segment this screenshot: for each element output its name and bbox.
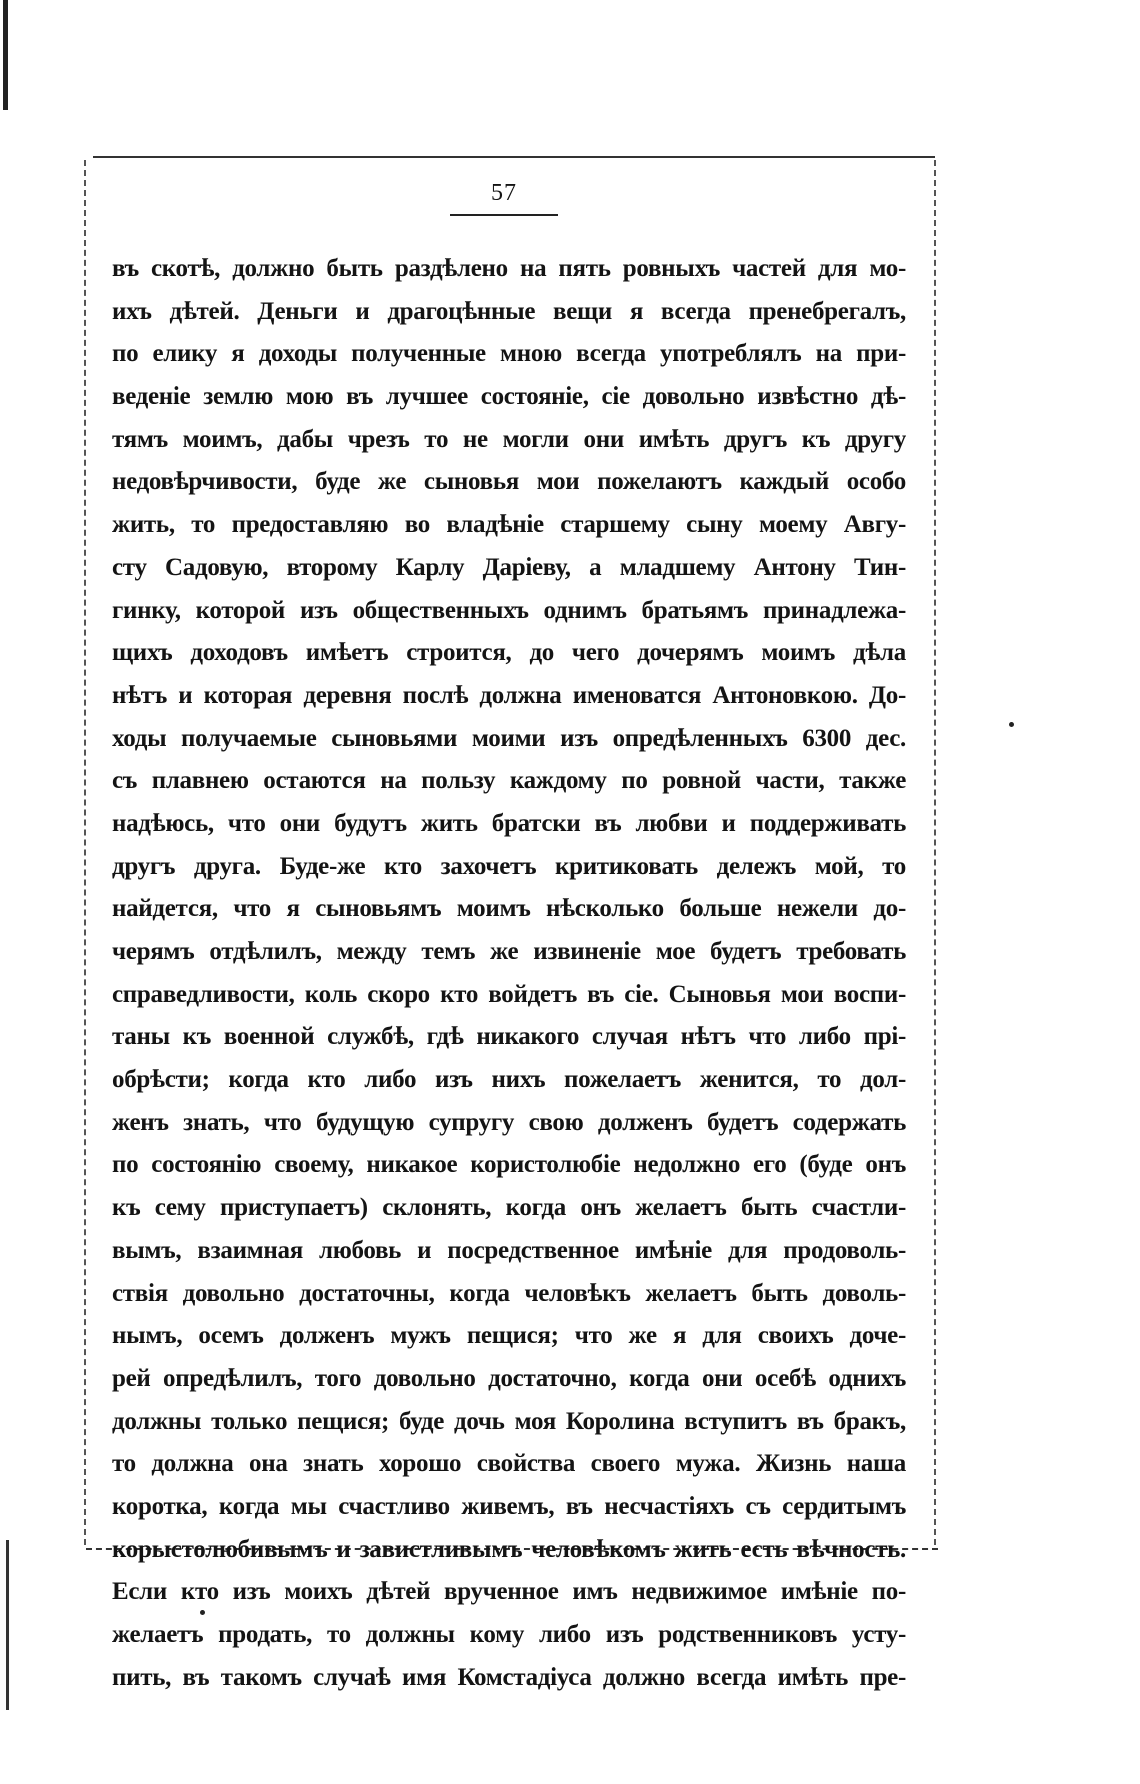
body-text	[112, 248, 906, 1699]
text-line: жить, то предоставляю во владѣніе старшему сыну моему Авгу-	[112, 511, 906, 539]
text-line: женъ знать, что будущую супругу свою долженъ будетъ содержать	[112, 1108, 906, 1136]
text-line: коротка, когда мы счастливо живемъ, въ несчастіяхъ съ сердитымъ	[112, 1492, 906, 1520]
text-line: черямъ отдѣлилъ, между темъ же извиненіе мое будетъ требовать	[112, 938, 906, 965]
text-line: корыстолюбивымъ и завистливымъ человѣкомъ жить есть вѣчность.	[112, 1535, 906, 1563]
ink-speck	[1009, 722, 1014, 727]
page-number: 57	[491, 180, 517, 206]
scan-edge	[3, 0, 8, 110]
page-frame-left	[84, 160, 86, 1545]
text-line: вымъ, взаимная любовь и посредственное имѣніе для продоволь-	[112, 1236, 906, 1264]
text-line: ствія довольно достаточны, когда человѣкъ желаетъ быть доволь-	[112, 1279, 906, 1307]
text-line: съ плавнею остаются на пользу каждому по ровной части, также	[112, 767, 906, 795]
text-line: желаетъ продать, то должны кому либо изъ родственниковъ усту-	[112, 1621, 906, 1648]
text-line: то должна она знать хорошо свойства своего мужа. Жизнь наша	[112, 1450, 906, 1478]
text-line: справедливости, коль скоро кто войдетъ въ сіе. Сыновья мои воспи-	[112, 980, 906, 1008]
text-line: тямъ моимъ, дабы чрезъ то не могли они имѣть другъ къ другу	[112, 425, 906, 453]
text-line: нѣтъ и которая деревня послѣ должна именоватся Антоновкою. До-	[112, 681, 906, 709]
page-frame-top	[93, 156, 935, 158]
text-line: сту Садовую, второму Карлу Даріеву, а младшему Антону Тин-	[112, 553, 906, 581]
text-line: Если кто изъ моихъ дѣтей врученное имъ недвижимое имѣніе по-	[112, 1578, 906, 1606]
scan-edge	[6, 1540, 9, 1710]
text-line: веденіе землю мою въ лучшее состояніе, сіе довольно извѣстно дѣ-	[112, 383, 906, 411]
text-line: пить, въ такомъ случаѣ имя Комстадіуса должно всегда имѣть пре-	[112, 1663, 906, 1691]
text-line: по елику я доходы полученные мною всегда употреблялъ на при-	[112, 340, 906, 368]
text-line: обрѣсти; когда кто либо изъ нихъ пожелаетъ женится, то дол-	[112, 1066, 906, 1094]
text-line: найдется, что я сыновьямъ моимъ нѣсколько больше нежели до-	[112, 895, 906, 923]
text-line: ихъ дѣтей. Деньги и драгоцѣнные вещи я всегда пренебрегалъ,	[112, 297, 906, 325]
text-line: къ сему приступаетъ) склонять, когда онъ желаетъ быть счастли-	[112, 1194, 906, 1222]
text-line: щихъ доходовъ имѣетъ строится, до чего дочерямъ моимъ дѣла	[112, 639, 906, 667]
text-line: гинку, которой изъ общественныхъ однимъ братьямъ принадлежа-	[112, 596, 906, 624]
text-line: таны къ военной службѣ, гдѣ никакого случая нѣтъ что либо прі-	[112, 1023, 906, 1051]
text-line: другъ друга. Буде-же кто захочетъ критиковать дележъ мой, то	[112, 852, 906, 880]
text-line: ходы получаемые сыновьями моими изъ опредѣленныхъ 6300 дес.	[112, 724, 906, 752]
page-number-rule	[450, 214, 558, 216]
text-line: недовѣрчивости, буде же сыновья мои пожелаютъ каждый особо	[112, 468, 906, 496]
text-line: рей опредѣлилъ, того довольно достаточно, когда они осебѣ однихъ	[112, 1364, 906, 1392]
text-line: надѣюсь, что они будутъ жить братски въ любви и поддерживать	[112, 809, 906, 837]
text-line: нымъ, осемъ долженъ мужъ пещися; что же я для своихъ доче-	[112, 1322, 906, 1350]
text-line: должны только пещися; буде дочь моя Королина вступитъ въ бракъ,	[112, 1407, 906, 1435]
text-line: по состоянію своему, никакое користолюбіе недолжно его (буде онъ	[112, 1151, 906, 1179]
ink-speck	[200, 1610, 205, 1615]
page-frame-right	[934, 160, 936, 1545]
text-line: въ скотѣ, должно быть раздѣлено на пять ровныхъ частей для мо-	[112, 255, 906, 282]
